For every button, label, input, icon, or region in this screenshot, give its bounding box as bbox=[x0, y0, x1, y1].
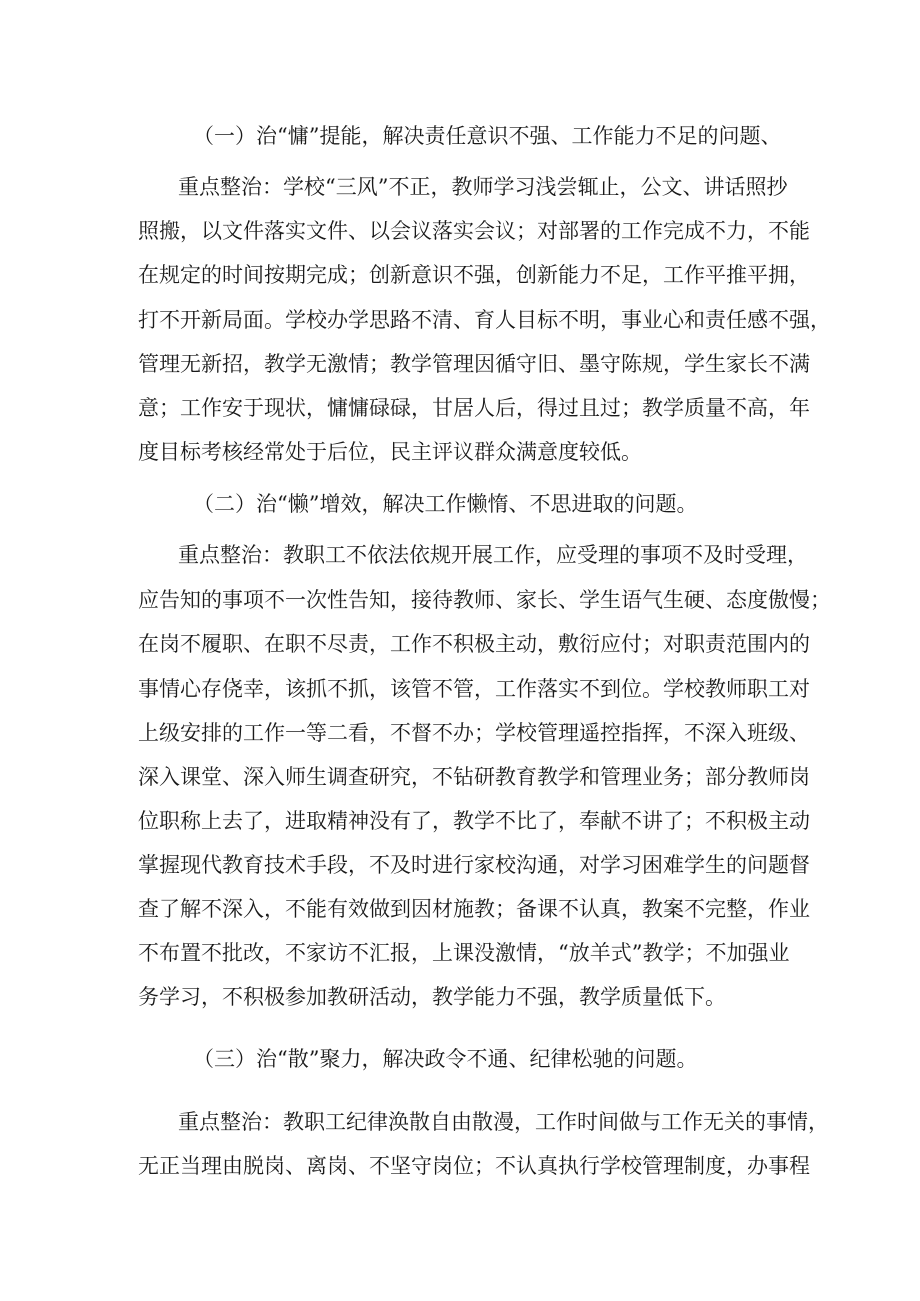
section-heading-2: （二）治“懒”增效，解决工作懒惰、不思进取的问题。 bbox=[193, 492, 698, 516]
paragraph-line: 重点整治：教职工纪律涣散自由散漫，工作时间做与工作无关的事情， bbox=[178, 1110, 829, 1134]
paragraph-line: 在岗不履职、在职不尽责，工作不积极主动，敷衍应付；对职责范围内的 bbox=[138, 632, 810, 656]
paragraph-line: 查了解不深入，不能有效做到因材施教；备课不认真，教案不完整，作业 bbox=[138, 897, 810, 921]
paragraph-line: 上级安排的工作一等二看，不督不办；学校管理遥控指挥，不深入班级、 bbox=[138, 721, 810, 745]
paragraph-line: 在规定的时间按期完成；创新意识不强，创新能力不足，工作平推平拥， bbox=[138, 263, 810, 287]
section-heading-1: （一）治“慵”提能，解决责任意识不强、工作能力不足的问题、 bbox=[193, 124, 782, 148]
paragraph-line: 管理无新招，教学无激情；教学管理因循守旧、墨守陈规，学生家长不满 bbox=[138, 352, 810, 376]
paragraph-line: 重点整治：学校“三风”不正，教师学习浅尝辄止，公文、讲话照抄 bbox=[178, 175, 788, 199]
paragraph-line: 掌握现代教育技术手段，不及时进行家校沟通，对学习困难学生的问题督 bbox=[138, 853, 810, 877]
paragraph-line: 务学习，不积极参加教研活动，教学能力不强，教学质量低下。 bbox=[138, 985, 726, 1009]
paragraph-line: 事情心存侥幸，该抓不抓，该管不管，工作落实不到位。学校教师职工对 bbox=[138, 677, 810, 701]
section-heading-3: （三）治“散”聚力，解决政令不通、纪律松驰的问题。 bbox=[193, 1047, 698, 1071]
paragraph-line: 应告知的事项不一次性告知，接待教师、家长、学生语气生硬、态度傲慢； bbox=[138, 588, 831, 612]
paragraph-line: 无正当理由脱岗、离岗、不坚守岗位；不认真执行学校管理制度，办事程 bbox=[138, 1154, 810, 1178]
paragraph-line: 不布置不批改，不家访不汇报，上课没激情，“放羊式”教学；不加强业 bbox=[138, 941, 790, 965]
paragraph-line: 度目标考核经常处于后位，民主评议群众满意度较低。 bbox=[138, 440, 642, 464]
paragraph-line: 打不开新局面。学校办学思路不清、育人目标不明，事业心和责任感不强， bbox=[138, 308, 831, 332]
paragraph-line: 重点整治：教职工不依法依规开展工作，应受理的事项不及时受理， bbox=[178, 543, 808, 567]
paragraph-line: 深入课堂、深入师生调查研究，不钻研教育教学和管理业务；部分教师岗 bbox=[138, 765, 810, 789]
paragraph-line: 照搬，以文件落实文件、以会议落实会议；对部署的工作完成不力，不能 bbox=[138, 219, 810, 243]
paragraph-line: 位职称上去了，进取精神没有了，教学不比了，奉献不讲了；不积极主动 bbox=[138, 809, 810, 833]
paragraph-line: 意；工作安于现状，慵慵碌碌，甘居人后，得过且过；教学质量不高，年 bbox=[138, 396, 810, 420]
